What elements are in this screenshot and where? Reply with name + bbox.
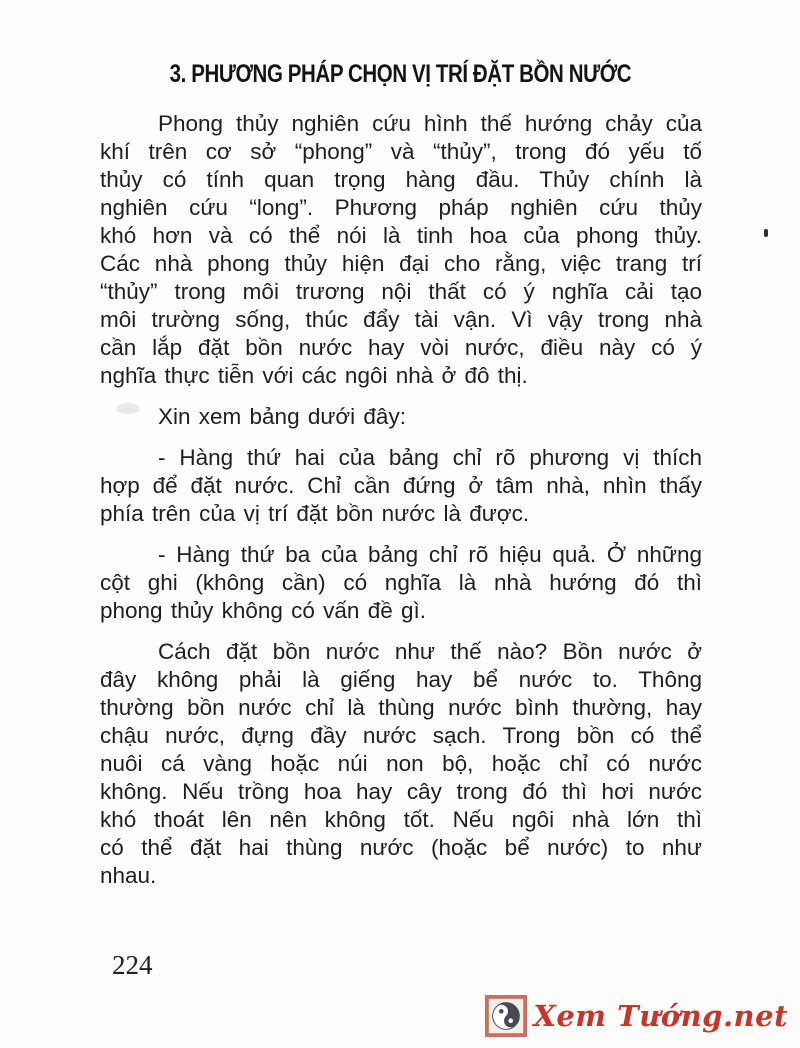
watermark-text: Xem Tướng.net: [533, 999, 788, 1033]
page-title: 3. PHƯƠNG PHÁP CHỌN VỊ TRÍ ĐẶT BỒN NƯỚC: [169, 60, 631, 88]
text-line: nhau.: [100, 863, 157, 888]
paragraph: [100, 444, 702, 528]
text-line: nghĩa thực tiễn với các ngôi nhà ở đô thị.: [100, 363, 528, 388]
paragraph: [100, 110, 702, 390]
text-line: khó thoát lên nên không tốt. Nếu ngôi nhà lớn thì: [100, 807, 702, 832]
text-line: chậu nước, đựng đầy nước sạch. Trong bồn có thể: [100, 723, 702, 748]
title-row: [0, 0, 800, 89]
text-line: Phong thủy nghiên cứu hình thế hướng chảy của: [158, 111, 702, 136]
text-line: nuôi cá vàng hoặc núi non bộ, hoặc chỉ có nước: [100, 751, 702, 776]
text-line: cột ghi (không cần) có nghĩa là nhà hướng đó thì: [100, 570, 702, 595]
body-text: [100, 110, 702, 903]
text-line: khó hơn và có thể nói là tinh hoa của phong thủy.: [100, 223, 702, 248]
text-line: thường bồn nước chỉ là thùng nước bình thường, hay: [100, 695, 702, 720]
watermark: [485, 995, 788, 1037]
text-line: Xin xem bảng dưới đây:: [158, 404, 406, 429]
page-number: 224: [112, 950, 153, 980]
text-line: hợp để đặt nước. Chỉ cần đứng ở tâm nhà, nhìn thấy: [100, 473, 702, 498]
yin-yang-icon: [485, 995, 527, 1037]
text-line: thủy có tính quan trọng hàng đầu. Thủy chính là: [100, 167, 702, 192]
scan-smudge-artifact: [116, 403, 140, 414]
text-line: khí trên cơ sở “phong” và “thủy”, trong đó yếu tố: [100, 139, 702, 164]
text-line: môi trường sống, thúc đẩy tài vận. Vì vậy trong nhà: [100, 307, 702, 332]
paragraph: [100, 403, 702, 431]
scan-speck-artifact: [764, 229, 768, 237]
paragraph: [100, 541, 702, 625]
text-line: - Hàng thứ ba của bảng chỉ rõ hiệu quả. Ở những: [158, 542, 702, 567]
paragraph: [100, 638, 702, 890]
text-line: cần lắp đặt bồn nước hay vòi nước, điều này có ý: [100, 335, 702, 360]
text-line: đây không phải là giếng hay bể nước to. Thông: [100, 667, 702, 692]
text-line: có thể đặt hai thùng nước (hoặc bể nước) to như: [100, 835, 702, 860]
text-line: Cách đặt bồn nước như thế nào? Bồn nước ở: [158, 639, 702, 664]
text-line: phong thủy không có vấn đề gì.: [100, 598, 426, 623]
text-line: “thủy” trong môi trương nội thất có ý nghĩa cải tạo: [100, 279, 702, 304]
text-line: nghiên cứu “long”. Phương pháp nghiên cứu thủy: [100, 195, 702, 220]
text-line: - Hàng thứ hai của bảng chỉ rõ phương vị thích: [158, 445, 702, 470]
text-line: phía trên của vị trí đặt bồn nước là được.: [100, 501, 530, 526]
text-line: không. Nếu trồng hoa hay cây trong đó thì hơi nước: [100, 779, 702, 804]
text-line: Các nhà phong thủy hiện đại cho rằng, việc trang trí: [100, 251, 702, 276]
